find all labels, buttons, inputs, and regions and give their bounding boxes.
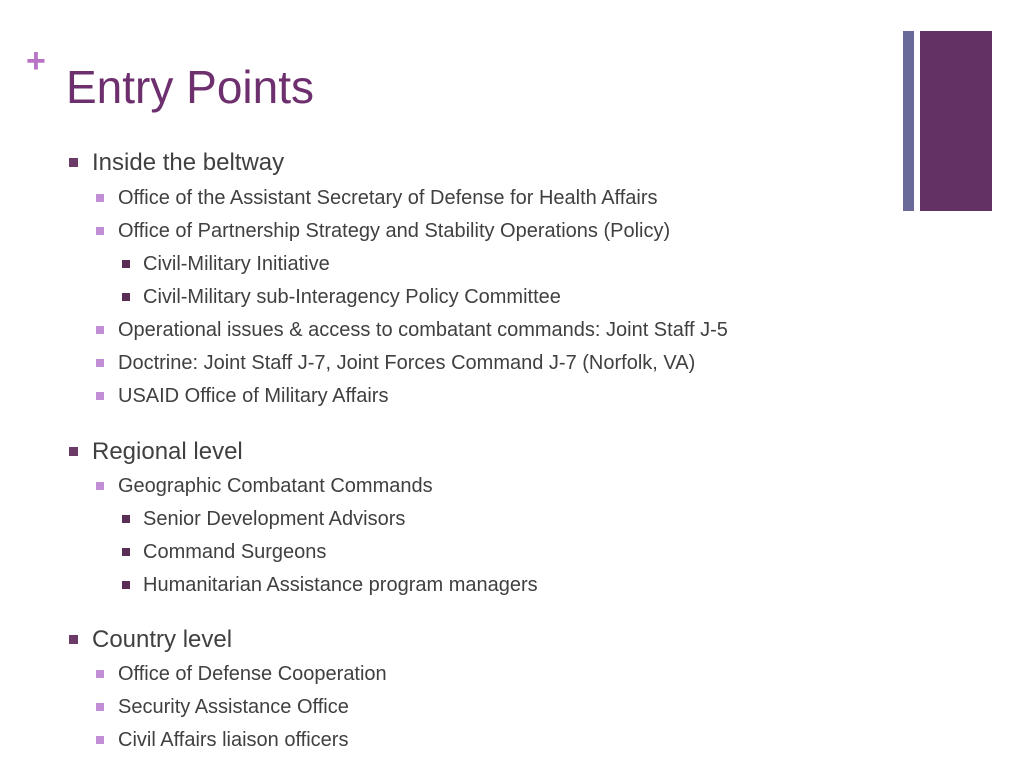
section-heading-label: Regional level — [92, 438, 243, 465]
list-item-label: Operational issues & access to combatant commands: Joint Staff J-5 — [118, 319, 728, 341]
bullet-square-icon — [96, 736, 104, 744]
list-item — [118, 383, 388, 409]
sub-list-item — [143, 506, 405, 532]
sub-list-item — [143, 251, 330, 277]
section-heading — [92, 625, 232, 655]
bullet-square-icon — [69, 158, 78, 167]
list-item-label: Security Assistance Office — [118, 696, 349, 718]
list-item — [118, 317, 728, 343]
sub-list-item — [143, 539, 326, 565]
slide-title: Entry Points — [66, 61, 314, 113]
section-heading-label: Inside the beltway — [92, 149, 285, 176]
list-item-label: USAID Office of Military Affairs — [118, 385, 389, 407]
bullet-square-icon — [122, 581, 130, 589]
section-heading — [92, 148, 284, 178]
bullet-square-icon — [96, 482, 104, 490]
list-item — [118, 694, 349, 720]
bullet-square-icon — [69, 447, 78, 456]
accent-bar-thin — [903, 31, 914, 211]
section-heading-label: Country level — [92, 626, 233, 653]
bullet-square-icon — [96, 194, 104, 202]
list-item — [118, 473, 433, 499]
list-item — [118, 185, 658, 211]
list-item-label: Doctrine: Joint Staff J-7, Joint Forces Command J-7 (Norfolk, VA) — [118, 352, 696, 374]
sub-list-item-label: Senior Development Advisors — [143, 508, 406, 530]
list-item-label: Office of Defense Cooperation — [118, 663, 387, 685]
list-item — [118, 350, 695, 376]
plus-icon: + — [26, 42, 46, 80]
list-item — [118, 218, 670, 244]
bullet-square-icon — [96, 703, 104, 711]
bullet-square-icon — [122, 293, 130, 301]
list-item-label: Office of Partnership Strategy and Stability Operations (Policy) — [118, 220, 671, 242]
bullet-square-icon — [69, 635, 78, 644]
sub-list-item — [143, 572, 538, 598]
sub-list-item-label: Command Surgeons — [143, 541, 327, 563]
bullet-square-icon — [122, 548, 130, 556]
bullet-square-icon — [96, 359, 104, 367]
sub-list-item — [143, 284, 561, 310]
bullet-square-icon — [96, 326, 104, 334]
sub-list-item-label: Humanitarian Assistance program managers — [143, 574, 538, 596]
list-item — [118, 727, 348, 753]
list-item-label: Geographic Combatant Commands — [118, 475, 433, 497]
bullet-square-icon — [122, 260, 130, 268]
sub-list-item-label: Civil-Military sub-Interagency Policy Committee — [143, 286, 561, 308]
bullet-square-icon — [96, 670, 104, 678]
bullet-square-icon — [96, 227, 104, 235]
section-heading — [92, 437, 243, 467]
list-item — [118, 661, 387, 687]
bullet-square-icon — [96, 392, 104, 400]
sub-list-item-label: Civil-Military Initiative — [143, 253, 330, 275]
accent-bar-thick — [920, 31, 992, 211]
list-item-label: Civil Affairs liaison officers — [118, 729, 349, 751]
list-item-label: Office of the Assistant Secretary of Defense for Health Affairs — [118, 187, 658, 209]
bullet-square-icon — [122, 515, 130, 523]
